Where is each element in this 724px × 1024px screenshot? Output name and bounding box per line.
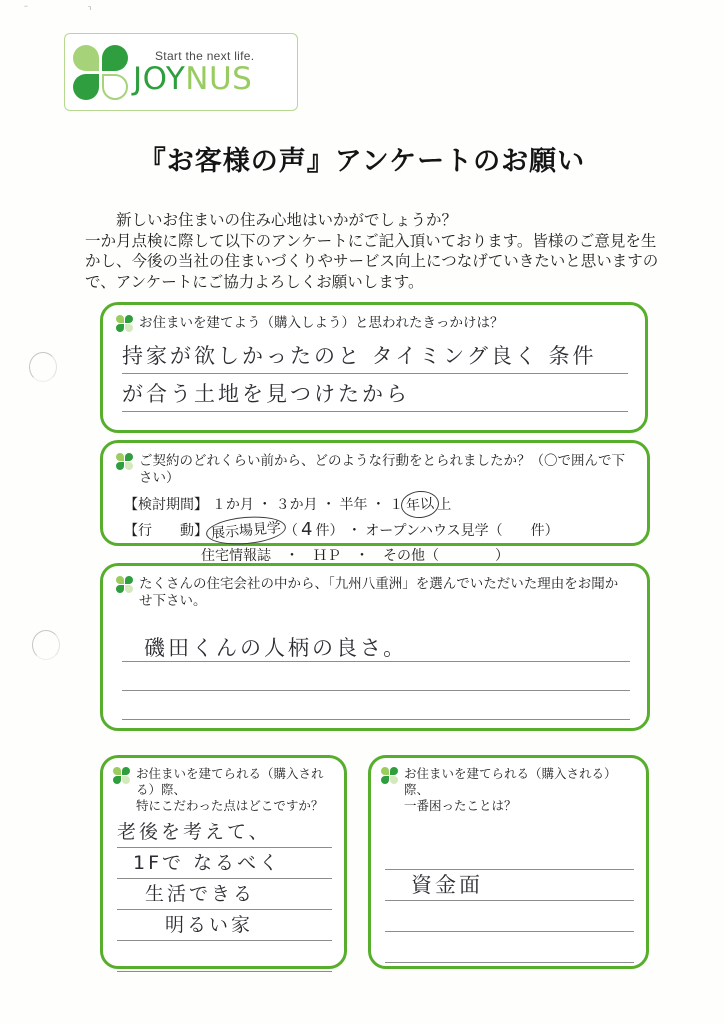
q3-answer-area: [122, 633, 630, 720]
q1-question: お住まいを建てよう（購入しよう）と思われたきっかけは？: [139, 315, 504, 330]
q4-answer-1: 老後を考えて、: [117, 821, 271, 843]
q2-option-halfyear: 半年: [339, 496, 368, 512]
separator-dot: ・: [347, 522, 362, 538]
q4-question-line1: お住まいを建てられる（購入される）際、: [136, 767, 324, 797]
q2-options: [124, 492, 634, 568]
question-box-1: [100, 302, 648, 433]
q2-period-row: [124, 492, 634, 517]
intro-line1: 新しいお住まいの住み心地はいかがでしょうか？: [116, 212, 458, 229]
q2-action-row2: 住宅情報誌 ・ ＨＰ ・ その他（ ）: [201, 547, 509, 563]
logo-text: [133, 49, 254, 95]
question-box-4: [100, 755, 347, 969]
question-box-2: [100, 440, 650, 563]
intro-line2: 一か月点検に際して以下のアンケートにご記入頂いております。皆様のご意見を生かし、今後の当社の住まいづくりやサービス向上につなげていきたいと思いますので、アンケートにご協力よろしくお願いします。: [85, 232, 659, 291]
hole-punch-mark: [29, 352, 57, 382]
handwritten-count: 4: [301, 519, 313, 540]
clover-bullet-icon: [381, 767, 398, 784]
q5-answer-area: [385, 839, 634, 963]
clover-bullet-icon: [116, 576, 133, 593]
q1-answer-area: [122, 336, 628, 412]
q5-question: [404, 766, 636, 814]
q2-option-openhouse: オープンハウス見学（ 件）: [365, 522, 559, 538]
q4-answer-4: 明るい家: [165, 914, 254, 936]
q1-answer-line1: 持家が欲しかったのと タイミング良く 条件: [122, 344, 597, 368]
q2-period-label: 【検討期間】: [124, 496, 208, 512]
q5-answer: 資金面: [411, 873, 483, 897]
separator-dot: ・: [321, 496, 336, 512]
q4-answer-area: [117, 817, 332, 972]
q2-option-3months: ３か月: [275, 496, 318, 512]
q1-answer-line2: が合う土地を見つけたから: [122, 382, 410, 406]
clover-bullet-icon: [113, 767, 130, 784]
q4-answer-2: 1Fで なるべく: [133, 852, 282, 874]
q2-question: ご契約のどれくらい前から、どのような行動をとられましたか？（〇で囲んで下さい）: [139, 453, 625, 485]
paren: （: [284, 522, 298, 538]
q5-question-line2: 一番困ったことは？: [404, 799, 517, 813]
clover-bullet-icon: [116, 315, 133, 332]
q4-question-line2: 特にこだわった点はどこですか？: [136, 799, 324, 813]
q2-action-row: [124, 517, 634, 543]
scan-artifact: ،،: [24, 3, 28, 9]
intro-paragraph: [85, 211, 661, 293]
brand-name: [133, 63, 252, 95]
brand-nus: NUS: [185, 61, 253, 97]
clover-bullet-icon: [116, 453, 133, 470]
unit-label: 件）: [315, 522, 344, 538]
handwritten-circle-mark: 展示場見学: [205, 514, 287, 548]
separator-dot: ・: [371, 496, 386, 512]
question-box-3: [100, 563, 650, 731]
q4-question: [136, 766, 334, 814]
page-title: 『お客様の声』アンケートのお願い: [138, 146, 586, 176]
handwritten-circle-mark: 年以: [400, 489, 440, 519]
q4-answer-3: 生活できる: [145, 883, 256, 905]
clover-logo-icon: [73, 45, 128, 100]
brand-joy: JOY: [133, 61, 186, 97]
q2-option-1month: １か月: [211, 496, 254, 512]
q5-question-line1: お住まいを建てられる（購入される）際、: [404, 767, 617, 797]
logo-tagline: Start the next life.: [155, 49, 255, 63]
joynus-logo: [64, 33, 298, 111]
q3-answer: 磯田くんの人柄の良さ。: [144, 636, 408, 660]
separator-dot: ・: [257, 496, 272, 512]
q2-option-1yearplus-tail: 上: [437, 496, 452, 512]
scan-artifact: ٦: [88, 6, 92, 12]
hole-punch-mark: [32, 630, 60, 660]
q2-option-1yearplus: １: [389, 496, 404, 512]
question-box-5: [368, 755, 649, 969]
q2-action-label: 【行 動】: [124, 522, 208, 538]
q3-question: たくさんの住宅会社の中から、「九州八重洲」を選んでいただいた理由をお聞かせ下さい。: [139, 576, 619, 608]
